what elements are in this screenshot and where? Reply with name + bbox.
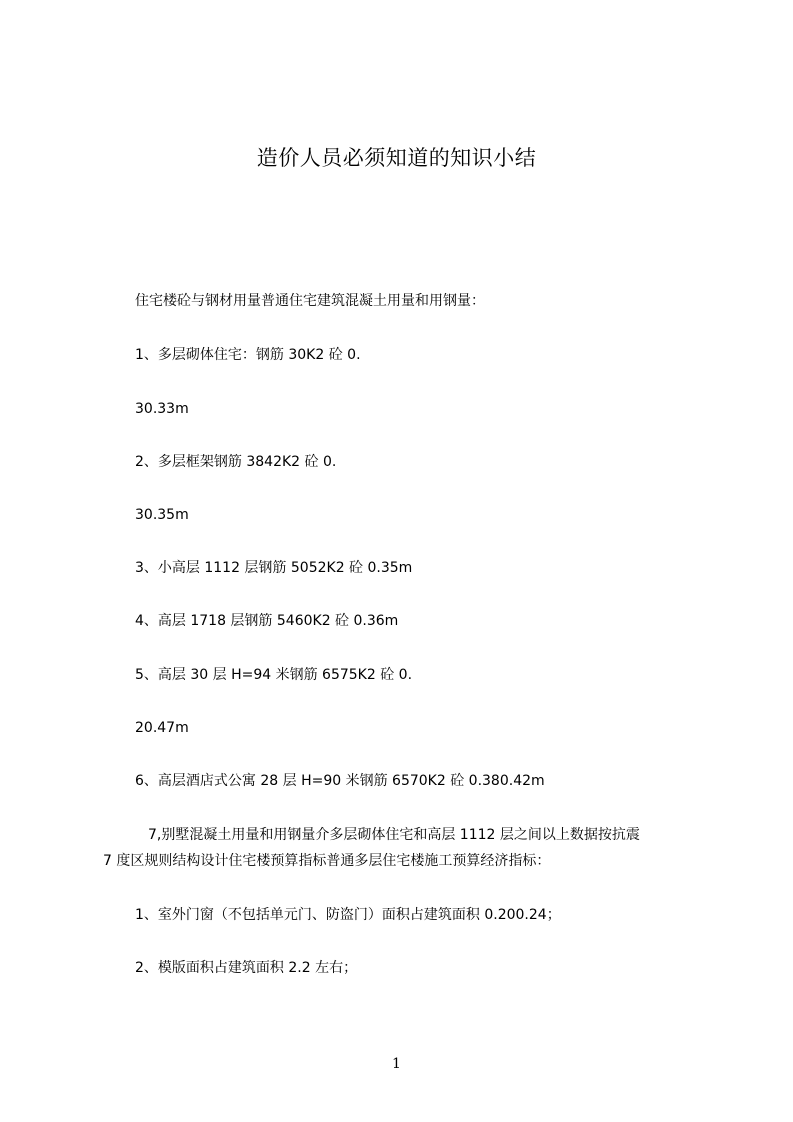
- paragraph-line: 6、高层酒店式公寓 28 层 H=90 米钢筋 6570K2 砼 0.380.42m: [135, 773, 545, 789]
- paragraph-line: 3、小高层 1112 层钢筋 5052K2 砼 0.35m: [135, 560, 413, 576]
- paragraph-line: 7,别墅混凝土用量和用钢量介多层砌体住宅和高层 1112 层之间以上数据按抗震: [148, 827, 640, 843]
- paragraph-line: 1、多层砌体住宅：钢筋 30K2 砼 0.: [135, 347, 361, 363]
- paragraph-line: 2、多层框架钢筋 3842K2 砼 0.: [135, 454, 337, 470]
- paragraph-line: 7 度区规则结构设计住宅楼预算指标普通多层住宅楼施工预算经济指标：: [103, 853, 551, 869]
- page-number: 1: [392, 1056, 401, 1072]
- paragraph-line: 2、模版面积占建筑面积 2.2 左右；: [135, 960, 358, 976]
- paragraph-line: 1、室外门窗（不包括单元门、防盗门）面积占建筑面积 0.200.24；: [135, 907, 561, 923]
- paragraph-line: 5、高层 30 层 H=94 米钢筋 6575K2 砼 0.: [135, 667, 413, 683]
- paragraph-line: 30.35m: [135, 507, 189, 523]
- paragraph-line: 20.47m: [135, 720, 189, 736]
- paragraph-line: 30.33m: [135, 401, 189, 417]
- document-title: 造价人员必须知道的知识小结: [256, 146, 537, 170]
- paragraph-line: 住宅楼砼与钢材用量普通住宅建筑混凝土用量和用钢量：: [135, 293, 485, 309]
- paragraph-line: 4、高层 1718 层钢筋 5460K2 砼 0.36m: [135, 613, 399, 629]
